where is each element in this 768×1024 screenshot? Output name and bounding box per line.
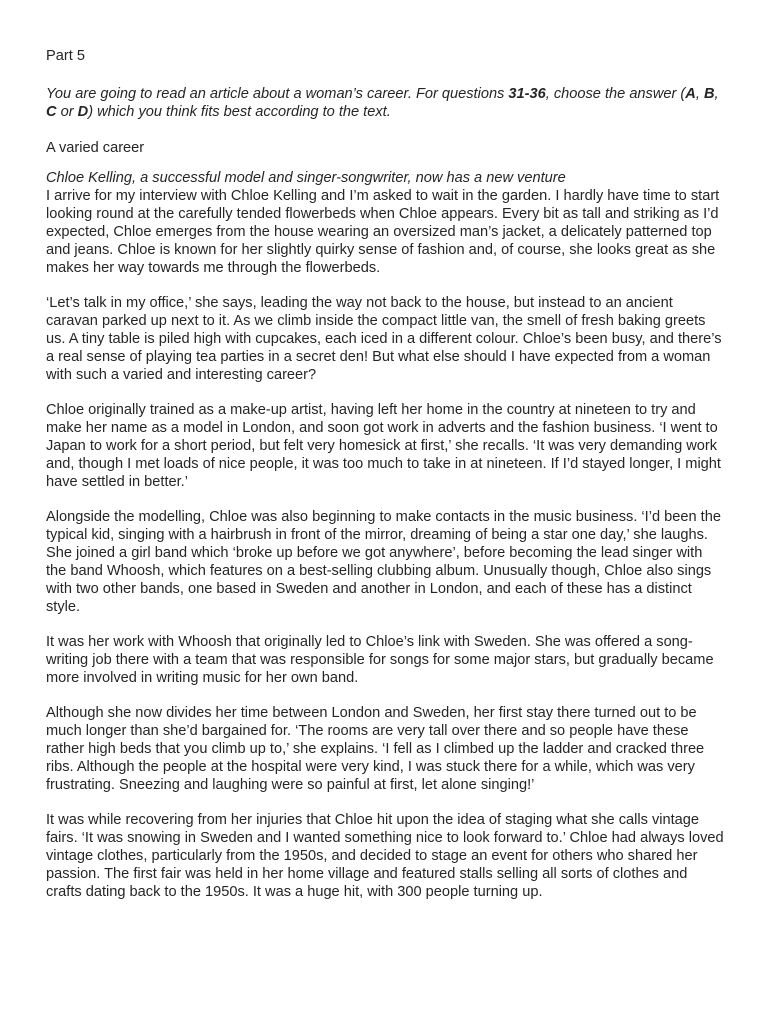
article-paragraph: Although she now divides her time between London and Sweden, her first stay there turned out to be much longer than she’d bargained for. ‘The rooms are very tall over there and so people have these rather high beds that you climb up to,’ she explains. ‘I fell as I climbed up the ladder and cracked three ribs. Although the people at the hospital were very kind, I was stuck there for a while, which was very frustrating. Sneezing and laughing were so painful at first, let alone singing!’	[46, 705, 705, 793]
instructions-mid: , choose the answer (	[545, 86, 686, 102]
article-paragraph: ‘Let’s talk in my office,’ she says, leading the way not back to the house, but instead to an ancient caravan parked up next to it. As we climb inside the compact little van, the smell of fresh baking greets us. A tiny table is piled high with cupcakes, each iced in a different colour. Chloe’s been busy, and there’s a real sense of playing tea parties in a secret den! But what else should I have expected from a woman with such a varied and interesting career?	[46, 295, 722, 383]
option-a: A	[685, 86, 696, 102]
article-subtitle: Chloe Kelling, a successful model and singer-songwriter, now has a new venture	[46, 170, 566, 186]
article-paragraph: Alongside the modelling, Chloe was also beginning to make contacts in the music business. ‘I’d been the typical kid, singing with a hairbrush in front of the mirror, dreaming of being a star one day,’ she laughs. She joined a girl band which ‘broke up before we got anywhere’, before becoming the lead singer with the band Whoosh, which features on a best-selling clubbing album. Unusually though, Chloe also sings with two other bands, one based in Sweden and another in London, and each of these has a distinct style.	[46, 509, 721, 615]
article-body	[46, 187, 726, 901]
question-range: 31-36	[508, 86, 546, 102]
option-c: C	[46, 104, 57, 120]
instructions-sep: ,	[695, 86, 704, 102]
instructions-lead: You are going to read an article about a woman’s career. For questions	[46, 86, 509, 102]
article-paragraph: It was her work with Whoosh that originally led to Chloe’s link with Sweden. She was offered a song-writing job there with a team that was responsible for songs for some major stars, but gradually became more involved in writing music for her own band.	[46, 634, 714, 686]
part-label: Part 5	[46, 48, 85, 64]
article-paragraph: I arrive for my interview with Chloe Kelling and I’m asked to wait in the garden. I hardly have time to start looking round at the carefully tended flowerbeds when Chloe appears. Every bit as tall and striking as I’d expected, Chloe emerges from the house wearing an oversized man’s jacket, a delicately patterned top and jeans. Chloe is known for her slightly quirky sense of fashion and, of course, she looks great as she makes her way towards me through the flowerbeds.	[46, 188, 720, 276]
article-paragraph: Chloe originally trained as a make-up artist, having left her home in the country at nineteen to try and make her name as a model in London, and soon got work in adverts and the fashion business. ‘I went to Japan to work for a short period, but felt very homesick at first,’ she recalls. ‘It was very demanding work and, though I met loads of nice people, it was too much to take in at nineteen. If I’d stayed longer, I might have settled in better.’	[46, 402, 721, 490]
option-d: D	[77, 104, 89, 120]
instructions-sep: ,	[714, 86, 719, 102]
option-b: B	[703, 86, 715, 102]
article-title: A varied career	[46, 140, 145, 156]
task-instructions	[46, 85, 726, 121]
document-page	[46, 47, 726, 918]
article-paragraph: It was while recovering from her injuries that Chloe hit upon the idea of staging what she calls vintage fairs. ‘It was snowing in Sweden and I wanted something nice to look forward to.’ Chloe had always loved vintage clothes, particularly from the 1950s, and decided to stage an event for others who shared her passion. The first fair was held in her home village and featured stalls selling all sorts of clothes and crafts dating back to the 1950s. It was a huge hit, with 300 people turning up.	[46, 812, 724, 900]
instructions-tail: ) which you think fits best according to the text.	[88, 104, 391, 120]
instructions-sep: or	[56, 104, 78, 120]
